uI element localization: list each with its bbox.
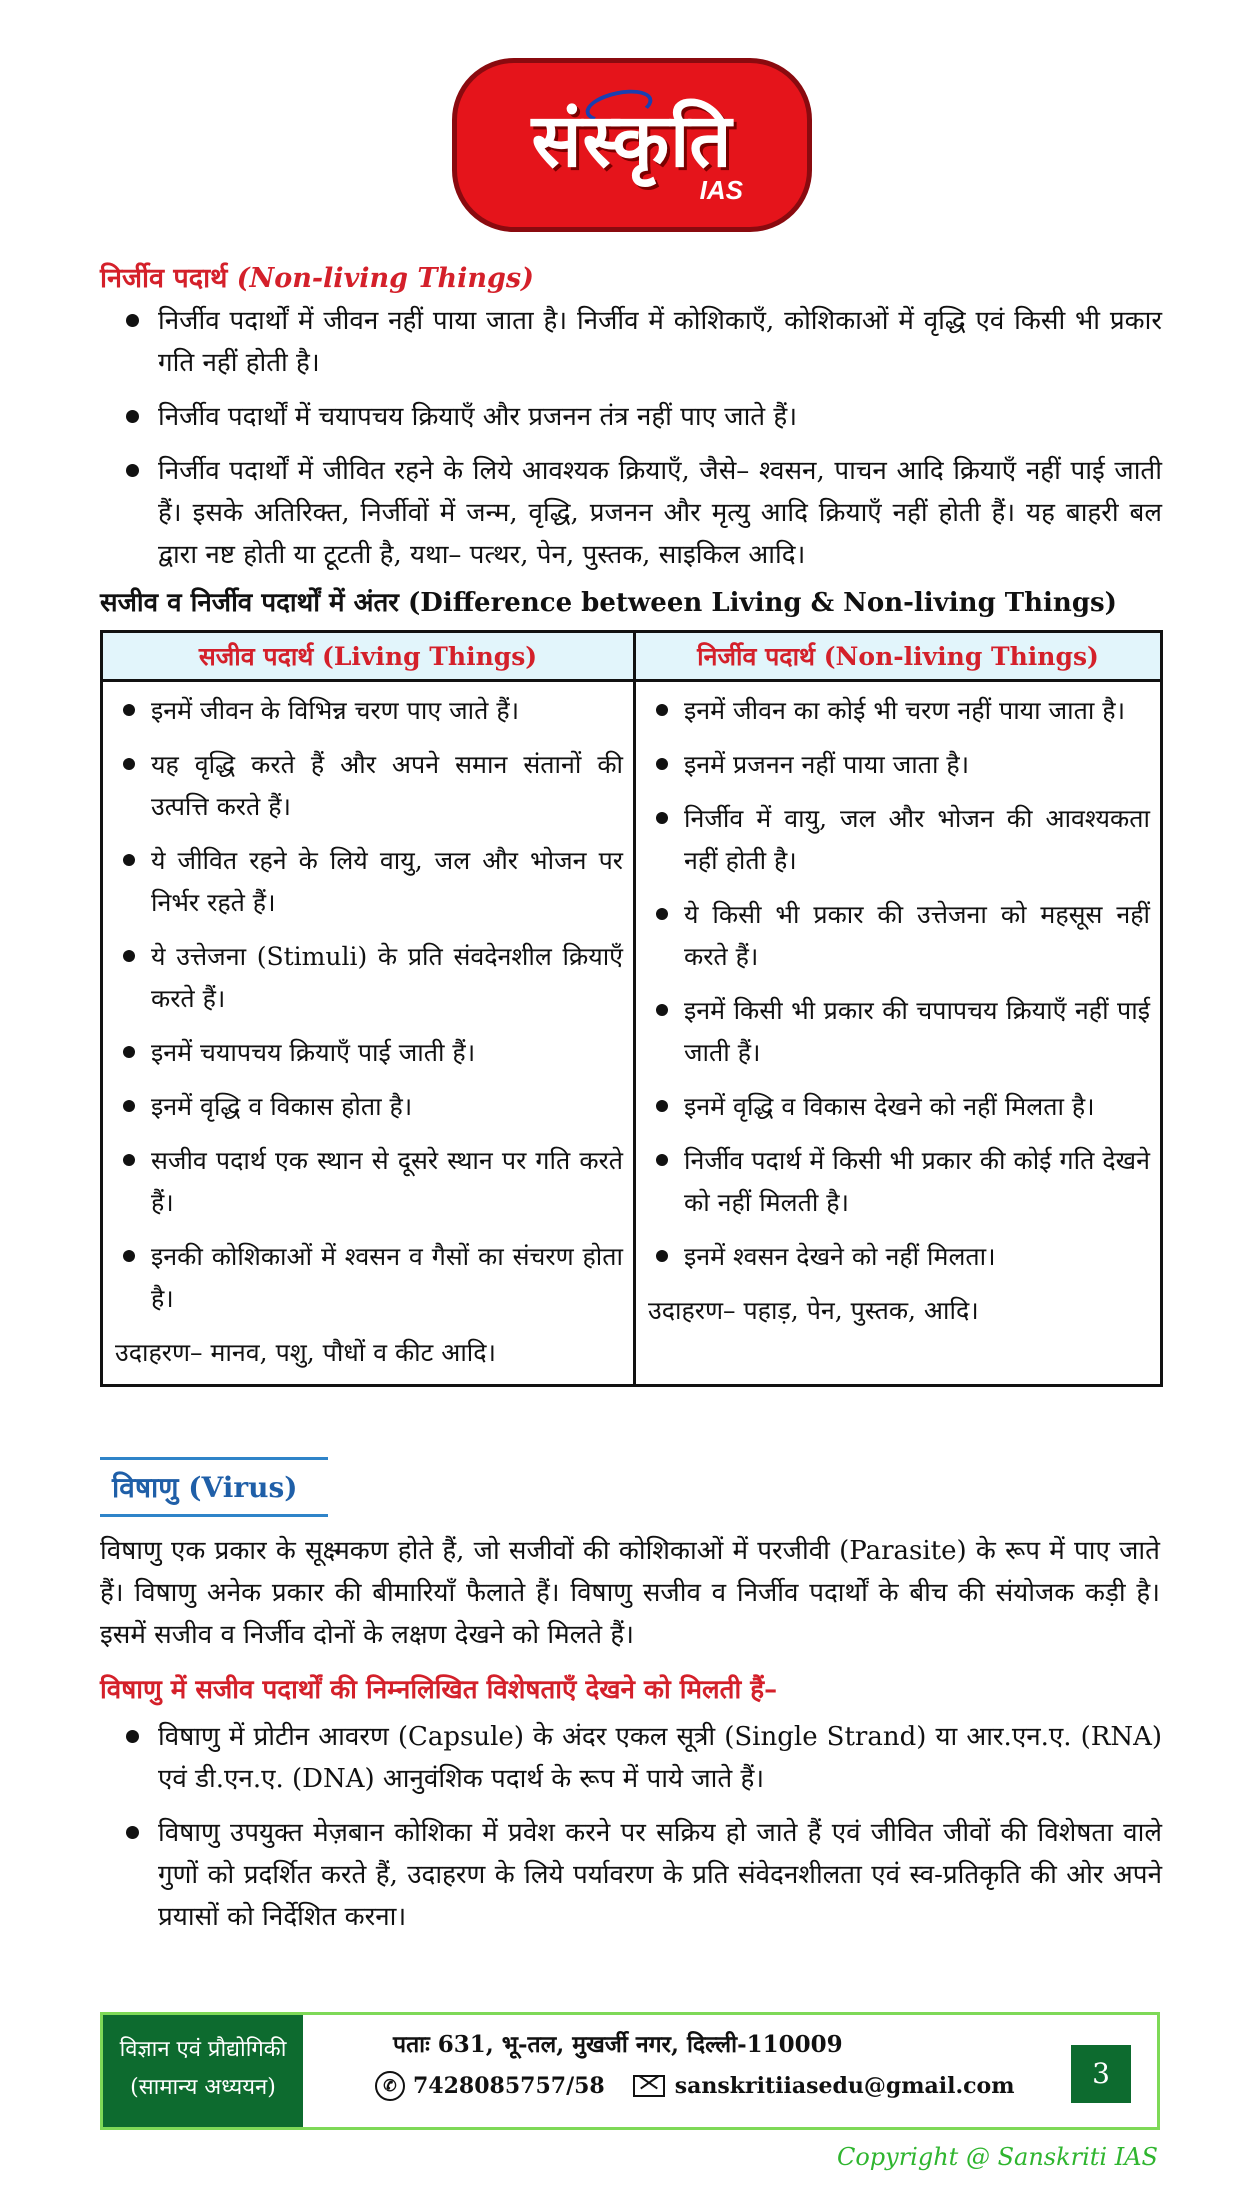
virus-heading: विषाणु (Virus) xyxy=(112,1471,298,1504)
list-item: इनमें वृद्धि व विकास देखने को नहीं मिलता है। xyxy=(648,1086,1150,1128)
copyright: Copyright @ Sanskriti IAS xyxy=(836,2143,1158,2171)
list-item: विषाणु उपयुक्त मेज़बान कोशिका में प्रवेश करने पर सक्रिय हो जाते हैं एवं जीवित जीवों की विशेषता वाले गुणों को प्रदर्शित करते हैं, उदाहरण के लिये पर्यावरण के प्रति संवेदनशीलता एवं स्व-प्रतिकृति की ओर अपने प्रयासों को निर्देशित करना। xyxy=(112,1812,1162,1938)
list-item: इनमें जीवन का कोई भी चरण नहीं पाया जाता है। xyxy=(648,690,1150,732)
difference-heading: सजीव व निर्जीव पदार्थों में अंतर (Difference between Living & Non-living Things) xyxy=(100,588,1117,618)
virus-points xyxy=(112,1716,1162,1950)
list-item: यह वृद्धि करते हैं और अपने समान संतानों की उत्पत्ति करते हैं। xyxy=(115,744,623,828)
nonliving-column-header: निर्जीव पदार्थ (Non-living Things) xyxy=(635,632,1162,681)
phone-number: 7428085757/58 xyxy=(413,2073,605,2099)
address: पताः 631, भू-तल, मुखर्जी नगर, दिल्ली-110009 xyxy=(393,2031,843,2058)
subject-line-2: (सामान्य अध्ययन) xyxy=(130,2075,276,2100)
page-number: 3 xyxy=(1071,2045,1131,2103)
nonliving-heading-english: (Non-living Things) xyxy=(236,263,534,294)
list-item: विषाणु में प्रोटीन आवरण (Capsule) के अंदर एकल सूत्री (Single Strand) या आर.एन.ए. (RNA) एवं डी.एन.ए. (DNA) आनुवंशिक पदार्थ के रूप में पाये जाते हैं। xyxy=(112,1716,1162,1800)
nonliving-points xyxy=(112,300,1162,588)
list-item: ये उत्तेजना (Stimuli) के प्रति संवदेनशील क्रियाएँ करते हैं। xyxy=(115,936,623,1020)
list-item: इनमें किसी भी प्रकार की चपापचय क्रियाएँ नहीं पाई जाती हैं। xyxy=(648,990,1150,1074)
brand-logo xyxy=(452,58,812,232)
living-column xyxy=(102,681,635,1386)
list-item: इनमें जीवन के विभिन्न चरण पाए जाते हैं। xyxy=(115,690,623,732)
phone-icon: ✆ xyxy=(375,2071,405,2101)
list-item: निर्जीव में वायु, जल और भोजन की आवश्यकता नहीं होती है। xyxy=(648,798,1150,882)
living-column-header: सजीव पदार्थ (Living Things) xyxy=(102,632,635,681)
list-item: इनमें श्वसन देखने को नहीं मिलता। xyxy=(648,1236,1150,1278)
living-example: उदाहरण– मानव, पशु, पौधों व कीट आदि। xyxy=(115,1338,496,1367)
contact-line xyxy=(375,2071,1014,2101)
list-item: निर्जीव पदार्थों में जीवन नहीं पाया जाता है। निर्जीव में कोशिकाएँ, कोशिकाओं में वृद्धि एवं किसी भी प्रकार गति नहीं होती है। xyxy=(112,300,1162,384)
logo-text: संस्कृति xyxy=(531,98,733,184)
list-item: निर्जीव पदार्थ में किसी भी प्रकार की कोई गति देखने को नहीं मिलती है। xyxy=(648,1140,1150,1224)
mail-icon xyxy=(633,2075,665,2097)
subject-box xyxy=(103,2015,303,2127)
subject-line-1: विज्ञान एवं प्रौद्योगिकी xyxy=(119,2037,287,2062)
list-item: इनमें प्रजनन नहीं पाया जाता है। xyxy=(648,744,1150,786)
email-address: sanskritiiasedu@gmail.com xyxy=(674,2073,1015,2099)
list-item: निर्जीव पदार्थों में चयापचय क्रियाएँ और प्रजनन तंत्र नहीं पाए जाते हैं। xyxy=(112,396,1162,438)
list-item: ये किसी भी प्रकार की उत्तेजना को महसूस नहीं करते हैं। xyxy=(648,894,1150,978)
list-item: सजीव पदार्थ एक स्थान से दूसरे स्थान पर गति करते हैं। xyxy=(115,1140,623,1224)
nonliving-column xyxy=(635,681,1162,1386)
list-item: इनमें वृद्धि व विकास होता है। xyxy=(115,1086,623,1128)
nonliving-example: उदाहरण– पहाड़, पेन, पुस्तक, आदि। xyxy=(648,1296,979,1325)
list-item: निर्जीव पदार्थों में जीवित रहने के लिये आवश्यक क्रियाएँ, जैसे– श्वसन, पाचन आदि क्रियाएँ नहीं पाई जाती हैं। इसके अतिरिक्त, निर्जीवों में जन्म, वृद्धि, प्रजनन और मृत्यु आदि क्रियाएँ नहीं होती हैं। यह बाहरी बल द्वारा नष्ट होती या टूटती है, यथा– पत्थर, पेन, पुस्तक, साइकिल आदि। xyxy=(112,450,1162,576)
nonliving-heading-hindi: निर्जीव पदार्थ xyxy=(100,263,228,294)
virus-subheading: विषाणु में सजीव पदार्थों की निम्नलिखित विशेषताएँ देखने को मिलती हैं– xyxy=(100,1675,778,1705)
nonliving-heading xyxy=(100,258,534,295)
virus-heading-box xyxy=(100,1457,328,1517)
list-item: ये जीवित रहने के लिये वायु, जल और भोजन पर निर्भर रहते हैं। xyxy=(115,840,623,924)
list-item: इनकी कोशिकाओं में श्वसन व गैसों का संचरण होता है। xyxy=(115,1236,623,1320)
comparison-table xyxy=(100,630,1163,1387)
page-footer xyxy=(100,2012,1160,2130)
virus-intro: विषाणु एक प्रकार के सूक्ष्मकण होते हैं, जो सजीवों की कोशिकाओं में परजीवी (Parasite) के रूप में पाए जाते हैं। विषाणु अनेक प्रकार की बीमारियाँ फैलाते हैं। विषाणु सजीव व निर्जीव पदार्थों के बीच की संयोजक कड़ी है। इसमें सजीव व निर्जीव दोनों के लक्षण देखने को मिलते हैं। xyxy=(100,1536,1160,1650)
logo-subtext: IAS xyxy=(699,175,743,205)
list-item: इनमें चयापचय क्रियाएँ पाई जाती हैं। xyxy=(115,1032,623,1074)
